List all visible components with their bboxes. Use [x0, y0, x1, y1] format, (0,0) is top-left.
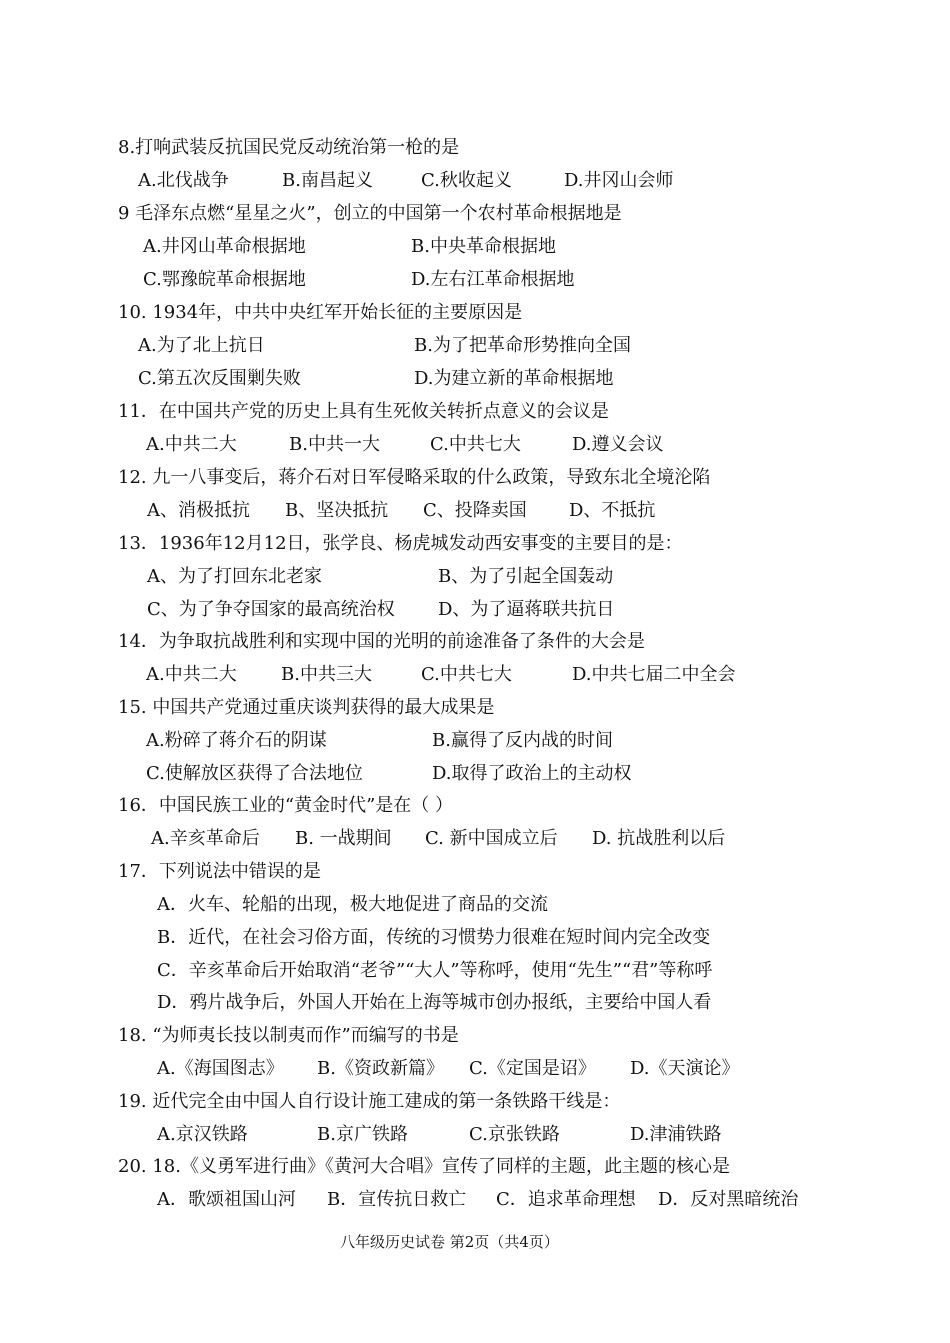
question-9-option-a: A.井冈山革命根据地	[143, 236, 306, 257]
question-16-option-b: B. 一战期间	[295, 828, 392, 849]
question-18-stem: 18. “为师夷长技以制夷而作”而编写的书是	[118, 1025, 459, 1046]
question-11-option-b: B.中共一大	[289, 434, 380, 455]
question-19-option-d: D.津浦铁路	[630, 1124, 722, 1145]
question-15-option-c: C.使解放区获得了合法地位	[146, 763, 363, 784]
question-14-stem: 14．为争取抗战胜利和实现中国的光明的前途准备了条件的大会是	[118, 631, 645, 652]
question-8-option-b: B.南昌起义	[282, 170, 373, 191]
question-18-option-a: A.《海国图志》	[157, 1058, 284, 1079]
question-9-option-d: D.左右江革命根据地	[411, 269, 575, 290]
question-10-option-b: B.为了把革命形势推向全国	[414, 335, 631, 356]
question-8-stem: 8.打响武装反抗国民党反动统治第一枪的是	[118, 137, 460, 158]
question-12-option-d: D、不抵抗	[569, 500, 656, 521]
question-15-option-d: D.取得了政治上的主动权	[432, 763, 632, 784]
question-12-option-a: A、消极抵抗	[147, 500, 250, 521]
question-15-stem: 15. 中国共产党通过重庆谈判获得的最大成果是	[118, 697, 495, 718]
question-13-stem: 13．1936年12月12日，张学良、杨虎城发动西安事变的主要目的是：	[118, 533, 683, 554]
question-14-option-b: B.中共三大	[281, 664, 372, 685]
question-18-option-d: D.《天演论》	[630, 1058, 740, 1079]
question-8-option-d: D.井冈山会师	[564, 170, 674, 191]
question-19-stem: 19. 近代完全由中国人自行设计施工建成的第一条铁路干线是：	[118, 1091, 621, 1112]
question-14-option-a: A.中共二大	[146, 664, 237, 685]
question-20-option-b: B．宣传抗日救亡	[327, 1189, 467, 1210]
question-17-option-d: D．鸦片战争后，外国人开始在上海等城市创办报纸，主要给中国人看	[157, 992, 712, 1013]
question-18-option-c: C.《定国是诏》	[469, 1058, 596, 1079]
question-11-option-a: A.中共二大	[146, 434, 237, 455]
question-17-option-b: B．近代，在社会习俗方面，传统的习惯势力很难在短时间内完全改变	[157, 927, 711, 948]
question-9-option-b: B.中央革命根据地	[411, 236, 556, 257]
question-16-stem: 16．中国民族工业的“黄金时代”是在（ ）	[118, 795, 454, 816]
question-15-option-a: A.粉碎了蒋介石的阴谋	[146, 730, 327, 751]
question-11-option-d: D.遵义会议	[572, 434, 664, 455]
question-13-option-b: B、为了引起全国轰动	[438, 566, 614, 587]
question-20-stem: 20. 18.《义勇军进行曲》《黄河大合唱》宣传了同样的主题，此主题的核心是	[118, 1156, 730, 1177]
question-17-option-c: C．辛亥革命后开始取消“老爷”“大人”等称呼，使用“先生”“君”等称呼	[157, 960, 713, 981]
page-footer: 八年级历史试卷 第2页（共4页）	[340, 1233, 559, 1251]
question-9-stem: 9 毛泽东点燃“星星之火”，创立的中国第一个农村革命根据地是	[118, 203, 622, 224]
question-17-option-a: A．火车、轮船的出现，极大地促进了商品的交流	[157, 894, 548, 915]
question-10-option-d: D.为建立新的革命根据地	[414, 368, 614, 389]
question-20-option-a: A．歌颂祖国山河	[157, 1189, 296, 1210]
question-10-option-a: A.为了北上抗日	[138, 335, 265, 356]
question-13-option-c: C、为了争夺国家的最高统治权	[147, 599, 395, 620]
question-20-option-d: D．反对黑暗统治	[658, 1189, 799, 1210]
question-13-option-d: D、为了逼蒋联共抗日	[438, 599, 615, 620]
question-14-option-c: C.中共七大	[421, 664, 512, 685]
question-8-option-a: A.北伐战争	[138, 170, 229, 191]
question-16-option-c: C. 新中国成立后	[425, 828, 558, 849]
question-16-option-d: D. 抗战胜利以后	[592, 828, 726, 849]
question-12-option-c: C、投降卖国	[423, 500, 527, 521]
question-18-option-b: B.《资政新篇》	[317, 1058, 444, 1079]
question-19-option-a: A.京汉铁路	[157, 1124, 248, 1145]
question-9-option-c: C.鄂豫皖革命根据地	[143, 269, 306, 290]
question-11-stem: 11．在中国共产党的历史上具有生死攸关转折点意义的会议是	[118, 401, 609, 422]
question-10-option-c: C.第五次反围剿失败	[138, 368, 301, 389]
question-10-stem: 10. 1934年，中共中央红军开始长征的主要原因是	[118, 302, 523, 323]
question-12-option-b: B、坚决抵抗	[285, 500, 389, 521]
question-15-option-b: B.赢得了反内战的时间	[432, 730, 613, 751]
question-14-option-d: D.中共七届二中全会	[572, 664, 736, 685]
question-16-option-a: A.辛亥革命后	[151, 828, 260, 849]
question-20-option-c: C．追求革命理想	[496, 1189, 636, 1210]
question-19-option-b: B.京广铁路	[317, 1124, 408, 1145]
question-12-stem: 12. 九一八事变后，蒋介石对日军侵略采取的什么政策，导致东北全境沦陷	[118, 467, 711, 488]
question-19-option-c: C.京张铁路	[469, 1124, 560, 1145]
question-17-stem: 17．下列说法中错误的是	[118, 861, 321, 882]
question-8-option-c: C.秋收起义	[421, 170, 512, 191]
question-11-option-c: C.中共七大	[430, 434, 521, 455]
question-13-option-a: A、为了打回东北老家	[147, 566, 322, 587]
